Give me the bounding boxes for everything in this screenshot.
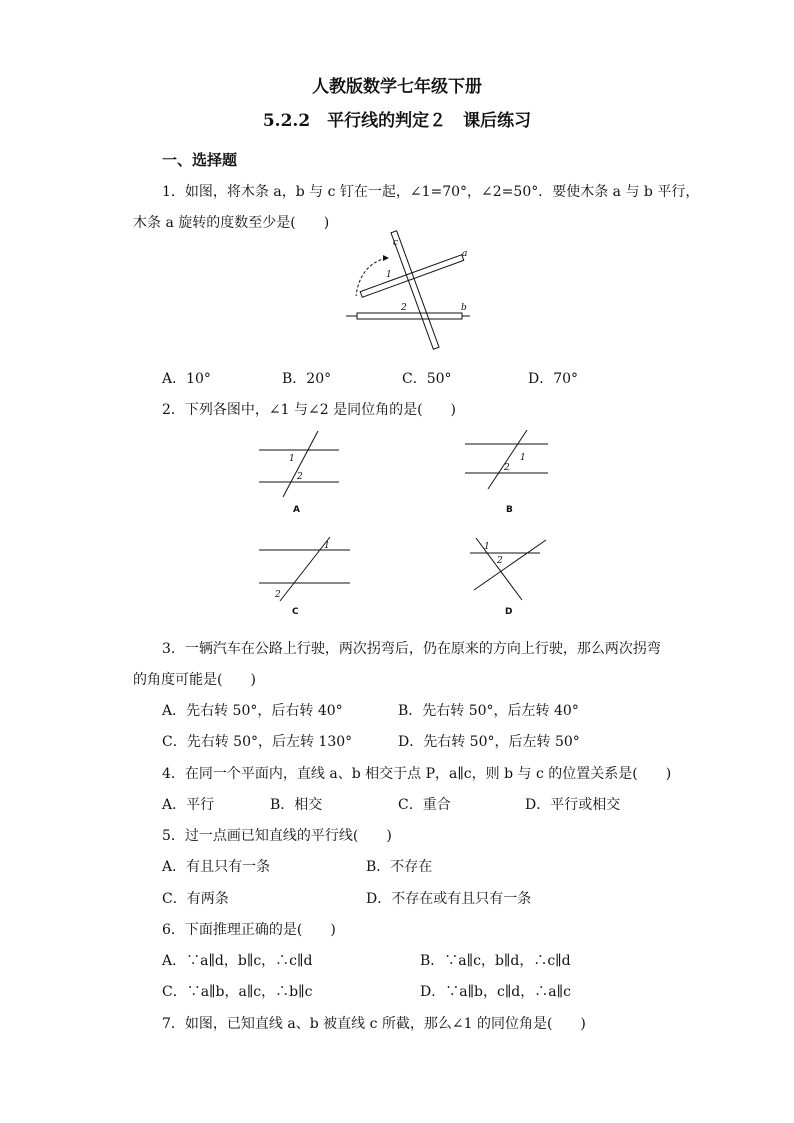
q4-option-b[interactable]: B．相交	[270, 797, 323, 813]
figA-label-1: 1	[289, 454, 295, 464]
figD-caption: D	[505, 607, 513, 617]
page-subtitle: 5.2.2 平行线的判定２ 课后练习	[262, 111, 532, 131]
question-4: 4．在同一个平面内，直线 a、b 相交于点 P，a∥c，则 b 与 c 的位置关系是( )	[162, 766, 672, 782]
q5-option-d[interactable]: D．不存在或有且只有一条	[366, 891, 532, 907]
q4-option-c[interactable]: C．重合	[398, 797, 451, 813]
figC-label-2: 2	[275, 590, 281, 600]
q6-option-d[interactable]: D．∵a∥b，c∥d，∴a∥c	[420, 984, 571, 1000]
q6-option-b[interactable]: B．∵a∥c，b∥d，∴c∥d	[420, 953, 571, 969]
figA-label-2: 2	[297, 472, 303, 482]
question-1-line-1: 1．如图，将木条 a，b 与 c 钉在一起，∠1=70°，∠2=50°．要使木条 a 与 b 平行，	[162, 184, 700, 200]
figA-caption: A	[293, 505, 300, 515]
figC-caption: C	[292, 607, 299, 617]
figB-caption: B	[506, 505, 513, 515]
question-3-line-1: 3．一辆汽车在公路上行驶，两次拐弯后，仍在原来的方向上行驶，那么两次拐弯	[162, 641, 661, 657]
q1-option-d[interactable]: D．70°	[528, 371, 579, 387]
fig1-label-2: 2	[401, 303, 407, 313]
q3-option-b[interactable]: B．先右转 50°，后左转 40°	[398, 703, 579, 719]
fig1-label-a: a	[462, 249, 468, 259]
q5-option-a[interactable]: A．有且只有一条	[162, 859, 271, 875]
q4-option-a[interactable]: A．平行	[162, 797, 215, 813]
fig1-label-b: b	[461, 303, 467, 313]
question-7: 7．如图，已知直线 a、b 被直线 c 所截，那么∠1 的同位角是( )	[162, 1016, 586, 1032]
q3-option-c[interactable]: C．先右转 50°，后左转 130°	[162, 734, 353, 750]
q1-option-a[interactable]: A．10°	[162, 371, 211, 387]
figC-label-1: 1	[324, 541, 330, 551]
figD-label-1: 1	[484, 542, 490, 552]
question-6: 6．下面推理正确的是( )	[162, 922, 336, 938]
question-1-line-2: 木条 a 旋转的度数至少是( )	[133, 215, 330, 231]
figD-label-2: 2	[497, 556, 503, 566]
section-heading: 一、选择题	[162, 151, 238, 169]
figB-label-2: 2	[504, 463, 510, 473]
q5-option-b[interactable]: B．不存在	[366, 859, 433, 875]
q1-option-b[interactable]: B．20°	[282, 371, 332, 387]
page-title: 人教版数学七年级下册	[312, 77, 482, 97]
q4-option-d[interactable]: D．平行或相交	[525, 797, 621, 813]
q3-option-d[interactable]: D．先右转 50°，后左转 50°	[398, 734, 580, 750]
question-2: 2．下列各图中，∠1 与∠2 是同位角的是( )	[162, 402, 457, 418]
fig1-label-1: 1	[386, 270, 392, 280]
q6-option-a[interactable]: A．∵a∥d，b∥c，∴c∥d	[162, 953, 313, 969]
q6-option-c[interactable]: C．∵a∥b，a∥c，∴b∥c	[162, 984, 313, 1000]
q5-option-c[interactable]: C．有两条	[162, 891, 229, 907]
q1-option-c[interactable]: C．50°	[402, 371, 452, 387]
question-3-line-2: 的角度可能是( )	[133, 672, 256, 688]
question-5: 5．过一点画已知直线的平行线( )	[162, 828, 392, 844]
figB-label-1: 1	[520, 453, 526, 463]
q3-option-a[interactable]: A．先右转 50°，后右转 40°	[162, 703, 343, 719]
fig1-label-c: c	[393, 238, 399, 248]
